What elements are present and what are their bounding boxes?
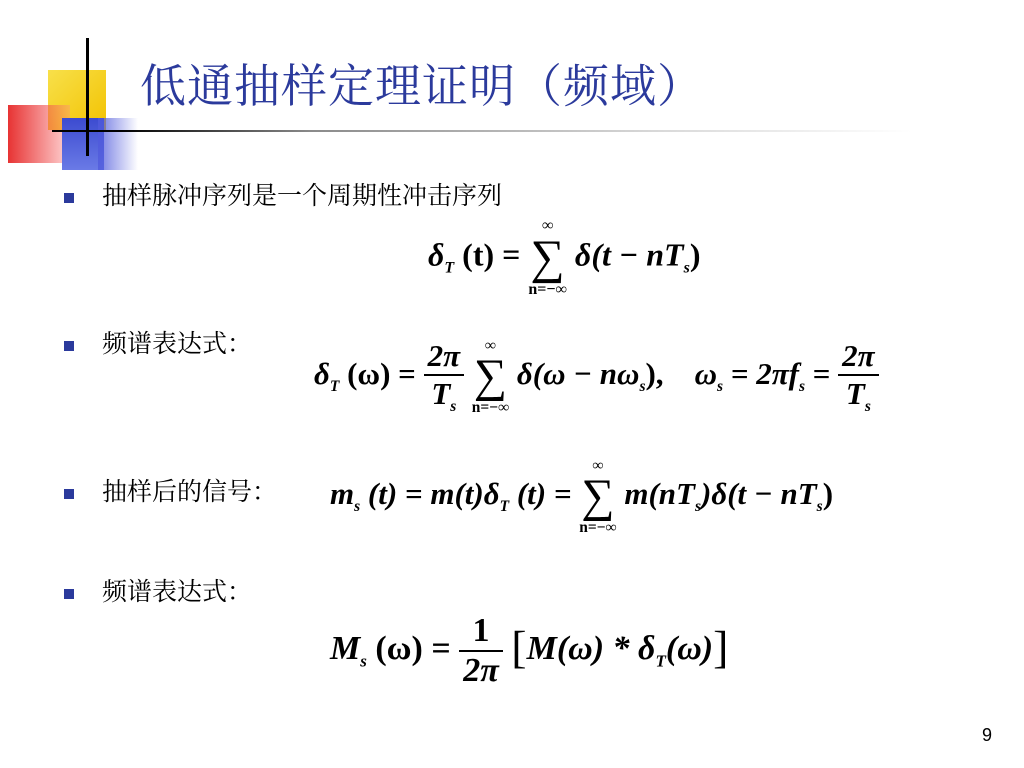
fraction: $\frac{2\pi}{T_s}$ — [424, 338, 464, 416]
fraction: $\frac{2\pi}{T_s}$ — [838, 338, 878, 416]
equation-sampled-signal: $m_s$ $(t) = m(t)\delta_T$ (t) = ∞ ∑ n=−∞ $m(nT_s)\delta(t - nT_s)$ — [330, 457, 834, 536]
bullet-text: 抽样后的信号： — [102, 477, 278, 506]
fraction: $\frac{1}{2\pi}$ — [459, 612, 503, 690]
logo-blue-fade — [98, 118, 138, 170]
bullet-text: 频谱表达式： — [102, 577, 253, 606]
logo-vertical-line — [86, 38, 89, 156]
bullet-marker — [64, 589, 74, 599]
title-underline — [52, 130, 912, 132]
bullet-text: 抽样脉冲序列是一个周期性冲击序列 — [102, 181, 503, 210]
bullet-marker — [64, 193, 74, 203]
summation-symbol: ∞ ∑ n=−∞ — [579, 457, 617, 536]
equation-sampled-spectrum: $M_s$ (ω) = $\frac{1}{2\pi}$ $[M(\omega) * \delta_T(\omega)]$ — [330, 612, 729, 689]
equation-impulse-spectrum: $\delta_T$ (ω) = $\frac{2\pi}{T_s}$ ∞ ∑ n=−∞ $\delta(\omega - n\omega_s)$, $\omega_s = 2\pi f_s$ = $\frac{2\pi}{T_s}$ — [314, 338, 879, 416]
equation-impulse-train: $\delta_T$ (t) = ∞ ∑ n=−∞ $\delta(t - nT_s)$ — [428, 217, 701, 298]
page-number: 9 — [981, 725, 992, 745]
summation-symbol: ∞ ∑ n=−∞ — [471, 337, 510, 417]
bullet-marker — [64, 489, 74, 499]
slide-title: 低通抽样定理证明（频域） — [140, 59, 704, 113]
summation-symbol: ∞ ∑ n=−∞ — [528, 217, 567, 298]
bullet-marker — [64, 341, 74, 351]
logo-red-square — [8, 105, 70, 163]
bullet-text: 频谱表达式： — [102, 329, 253, 358]
